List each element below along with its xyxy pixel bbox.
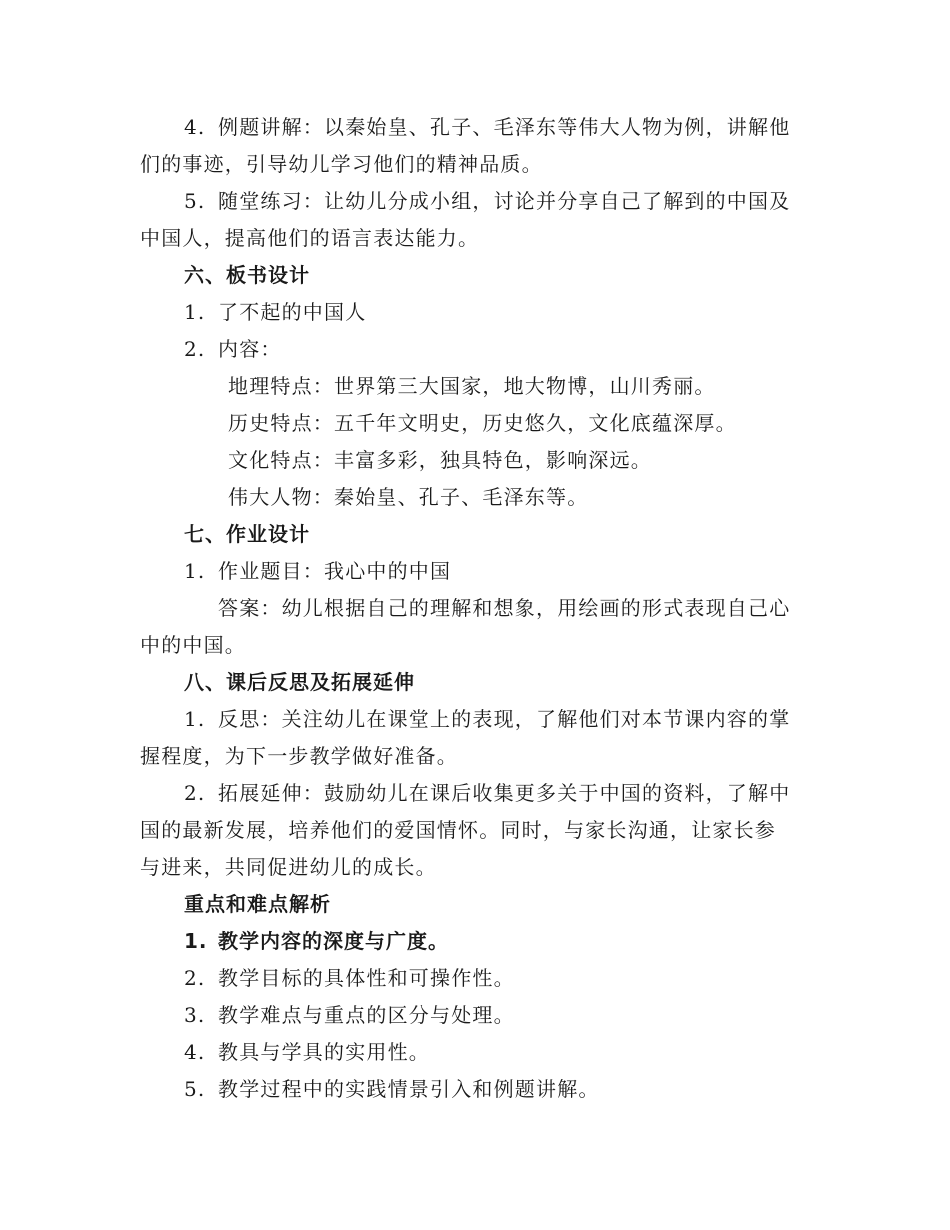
- section-8-heading: 八、课后反思及拓展延伸: [184, 670, 415, 694]
- analysis-item-1: 1. 教学内容的深度与广度。: [184, 929, 449, 953]
- section-8-item-2-line-3: 与进来，共同促进幼儿的成长。: [140, 855, 437, 879]
- analysis-heading: 重点和难点解析: [184, 892, 331, 916]
- analysis-item-3: 3. 教学难点与重点的区分与处理。: [184, 1003, 515, 1027]
- section-8-item-1-line-2: 握程度，为下一步教学做好准备。: [140, 744, 458, 768]
- section-8-item-2-line-2: 国的最新发展，培养他们的爱国情怀。同时，与家长沟通，让家长参: [140, 818, 776, 842]
- analysis-item-4: 4. 教具与学具的实用性。: [184, 1040, 430, 1064]
- analysis-item-5: 5. 教学过程中的实践情景引入和例题讲解。: [184, 1077, 600, 1101]
- section-6-heading: 六、板书设计: [184, 263, 310, 287]
- item-number: 5.: [184, 189, 206, 213]
- section-6-detail-figures: 伟大人物：秦始皇、孔子、毛泽东等。: [228, 485, 589, 509]
- section-6-item-2: 2. 内容：: [184, 337, 282, 361]
- section-8-item-2-line-1: 2. 拓展延伸：鼓励幼儿在课后收集更多关于中国的资料，了解中: [184, 781, 791, 805]
- section-6-item-1: 1. 了不起的中国人: [184, 300, 367, 324]
- item-4-line-1: 4. 例题讲解：以秦始皇、孔子、毛泽东等伟大人物为例，讲解他: [184, 115, 791, 139]
- section-6-detail-geography: 地理特点：世界第三大国家，地大物博，山川秀丽。: [228, 374, 716, 398]
- section-8-item-1-line-1: 1. 反思：关注幼儿在课堂上的表现，了解他们对本节课内容的掌: [184, 707, 791, 731]
- section-7-item-1: 1. 作业题目：我心中的中国: [184, 559, 452, 583]
- analysis-item-2: 2. 教学目标的具体性和可操作性。: [184, 966, 515, 990]
- item-5-line-2: 中国人，提高他们的语言表达能力。: [140, 226, 480, 250]
- item-number: 4.: [184, 115, 206, 139]
- section-7-answer-line-1: 答案：幼儿根据自己的理解和想象，用绘画的形式表现自己心: [218, 596, 791, 620]
- item-5-line-1: 5. 随堂练习：让幼儿分成小组，讨论并分享自己了解到的中国及: [184, 189, 791, 213]
- item-4-line-2: 们的事迹，引导幼儿学习他们的精神品质。: [140, 152, 543, 176]
- section-7-answer-line-2: 中的中国。: [140, 633, 246, 657]
- section-6-detail-culture: 文化特点：丰富多彩，独具特色，影响深远。: [228, 448, 652, 472]
- section-7-heading: 七、作业设计: [184, 522, 310, 546]
- section-6-detail-history: 历史特点：五千年文明史，历史悠久，文化底蕴深厚。: [228, 411, 737, 435]
